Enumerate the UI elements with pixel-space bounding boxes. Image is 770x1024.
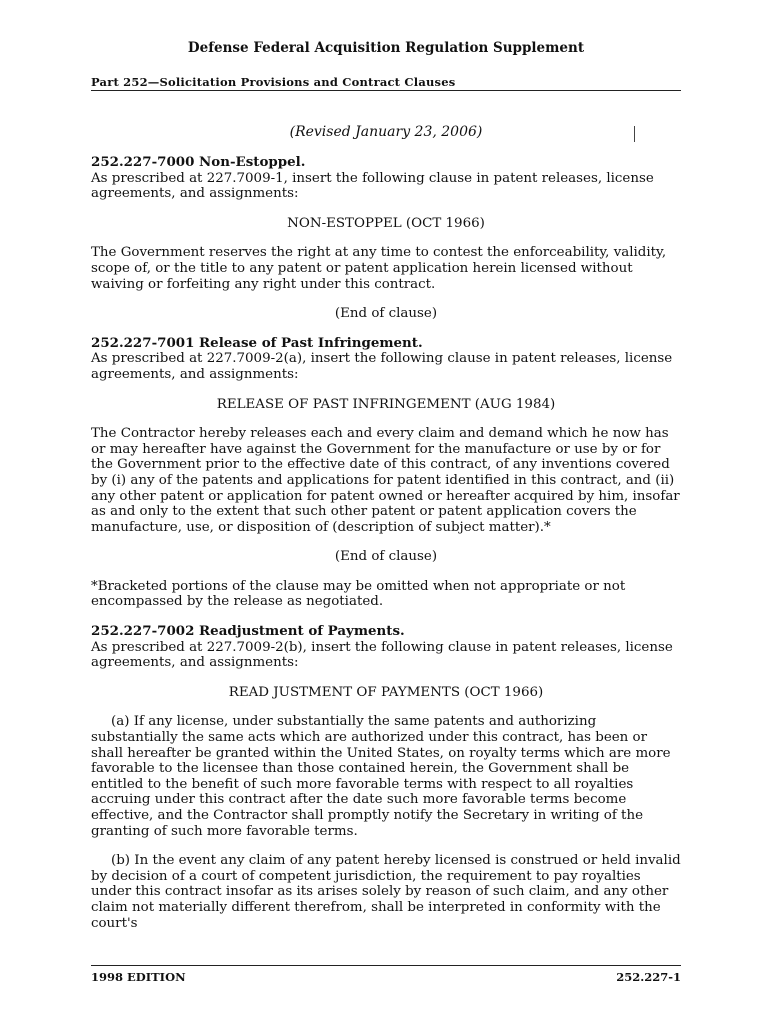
clause-footnote: *Bracketed portions of the clause may be omitted when not appropriate or not encompassed by the release as negotiated.: [91, 578, 626, 610]
end-of-clause: (End of clause): [334, 549, 438, 565]
footer-page-number: 252.227-1: [616, 970, 681, 984]
footer-edition: 1998 EDITION: [91, 970, 186, 984]
clause-text: The Government reserves the right at any time to contest the enforceability, validity, scope of, or the title to any patent or patent application herein licensed without waiving or forfeiting any right under this contract.: [91, 245, 667, 292]
revision-date: (Revised January 23, 2006): [289, 124, 483, 140]
header-subtitle: Part 252—Solicitation Provisions and Contract Clauses: [91, 75, 456, 89]
section-heading: 252.227-7000 Non-Estoppel.: [91, 154, 306, 170]
clause-text: The Contractor hereby releases each and every claim and demand which he now has or may hereafter have against the Government for the manufacture or use by or for the Government prior to the effective date of this contract, of any inventions covered by (i) any of the patents and applications for patent identified in this contract, and (ii) any other patent or application for patent owned or hereafter acquired by him, insofar as and only to the extent that such other patent or patent application covers the manufacture, use, or disposition of (description of subject matter).*: [91, 426, 680, 535]
section-7001: [91, 336, 681, 383]
section-heading: 252.227-7001 Release of Past Infringement.: [91, 334, 423, 351]
document-body: [91, 155, 681, 945]
section-intro: As prescribed at 227.7009-1, insert the following clause in patent releases, license agreements, and assignments:: [91, 170, 654, 202]
footer-rule: [91, 965, 681, 966]
clause-title: READ JUSTMENT OF PAYMENTS (OCT 1966): [228, 684, 544, 700]
header-rule: [91, 90, 681, 91]
clause-paragraph-a: (a) If any license, under substantially the same patents and authorizing substantially the same acts which are authorized under this contract, has been or shall hereafter be granted within the United States, on royalty terms which are more favorable to the licensee than those contained herein, the Government shall be entitled to the benefit of such more favorable terms with respect to all royalties accruing under this contract after the date such more favorable terms become effective, and the Contractor shall promptly notify the Secretary in writing of the granting of such more favorable terms.: [91, 714, 671, 839]
clause-title: NON-ESTOPPEL (OCT 1966): [287, 215, 485, 231]
clause-paragraph-b: (b) In the event any claim of any patent hereby licensed is construed or held invalid by decision of a court of competent jurisdiction, the requirement to pay royalties under this contract insofar as its arises solely by reason of such claim, and any other claim not materially different therefrom, shall be interpreted in conformity with the court's: [91, 853, 681, 931]
section-heading: 252.227-7002 Readjustment of Payments.: [91, 623, 405, 640]
change-bar: [634, 126, 635, 142]
clause-title: RELEASE OF PAST INFRINGEMENT (AUG 1984): [216, 396, 556, 412]
section-7002: [91, 624, 681, 671]
document-page: [91, 0, 681, 1024]
section-7000: [91, 155, 681, 202]
section-intro: As prescribed at 227.7009-2(b), insert the following clause in patent releases, license agreements, and assignments:: [91, 639, 673, 671]
end-of-clause: (End of clause): [334, 306, 438, 322]
section-intro: As prescribed at 227.7009-2(a), insert the following clause in patent releases, license agreements, and assignments:: [91, 351, 673, 382]
header-title: Defense Federal Acquisition Regulation Supplement: [187, 40, 585, 56]
